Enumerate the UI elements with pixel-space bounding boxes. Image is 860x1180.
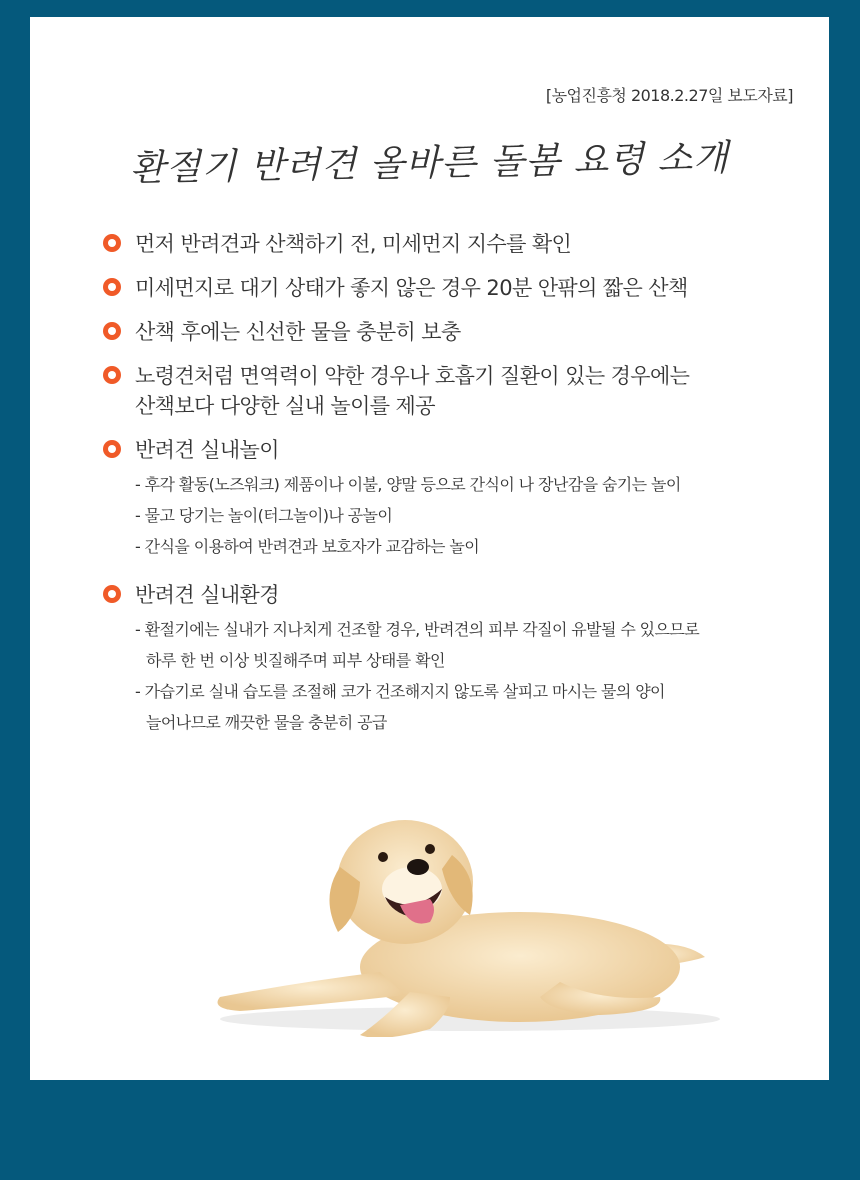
sub-list (135, 614, 793, 738)
list-item: 미세먼지로 대기 상태가 좋지 않은 경우 20분 안팎의 짧은 산책 (103, 273, 793, 303)
bullet-icon (103, 585, 121, 603)
list-item: 먼저 반려견과 산책하기 전, 미세먼지 지수를 확인 (103, 229, 793, 259)
sub-item: - 후각 활동(노즈워크) 제품이나 이불, 양말 등으로 간식이 나 장난감을 숨기는 놀이 (135, 475, 681, 494)
tips-list (103, 229, 793, 752)
sub-item: - 간식을 이용하여 반려견과 보호자가 교감하는 놀이 (135, 537, 480, 556)
bullet-icon (103, 278, 121, 296)
sub-item: 늘어나므로 깨끗한 물을 충분히 공급 (146, 713, 387, 732)
puppy-illustration (180, 797, 720, 1037)
list-item: 산책 후에는 신선한 물을 충분히 보충 (103, 317, 793, 347)
bullet-icon (103, 440, 121, 458)
bullet-icon (103, 234, 121, 252)
sub-item: 하루 한 번 이상 빗질해주며 피부 상태를 확인 (146, 651, 445, 670)
sub-item: - 가습기로 실내 습도를 조절해 코가 건조해지지 않도록 살피고 마시는 물의 양이 (135, 682, 665, 701)
page-title: 환절기 반려견 올바른 돌봄 요령 소개 (129, 137, 730, 190)
sub-list (135, 469, 793, 562)
bullet-icon (103, 322, 121, 340)
list-item: 반려견 실내환경 - 환절기에는 실내가 지나치게 건조할 경우, 반려견의 피부 각질이 유발될 수 있으므로 하루 한 번 이상 빗질해주며 피부 상태를 확인 - 가습기로 실내 습도를 조절해 코가 건조해지지 않도록 살피고 마시는 물의 양이 늘어나므로 깨끗한 물을 충분히 공급 (103, 580, 793, 738)
bullet-icon (103, 366, 121, 384)
sub-item: - 물고 당기는 놀이(터그놀이)나 공놀이 (135, 506, 393, 525)
list-item: 노령견처럼 면역력이 약한 경우나 호흡기 질환이 있는 경우에는 산책보다 다양한 실내 놀이를 제공 (103, 361, 793, 421)
source-note: [농업진흥청 2018.2.27일 보도자료] (545, 86, 793, 105)
content-card (30, 17, 829, 1080)
sub-item: - 환절기에는 실내가 지나치게 건조할 경우, 반려견의 피부 각질이 유발될 수 있으므로 (135, 620, 700, 639)
list-item: 반려견 실내놀이 - 후각 활동(노즈워크) 제품이나 이불, 양말 등으로 간식이 나 장난감을 숨기는 놀이 - 물고 당기는 놀이(터그놀이)나 공놀이 - 간식을 이용하여 반려견과 보호자가 교감하는 놀이 (103, 435, 793, 562)
